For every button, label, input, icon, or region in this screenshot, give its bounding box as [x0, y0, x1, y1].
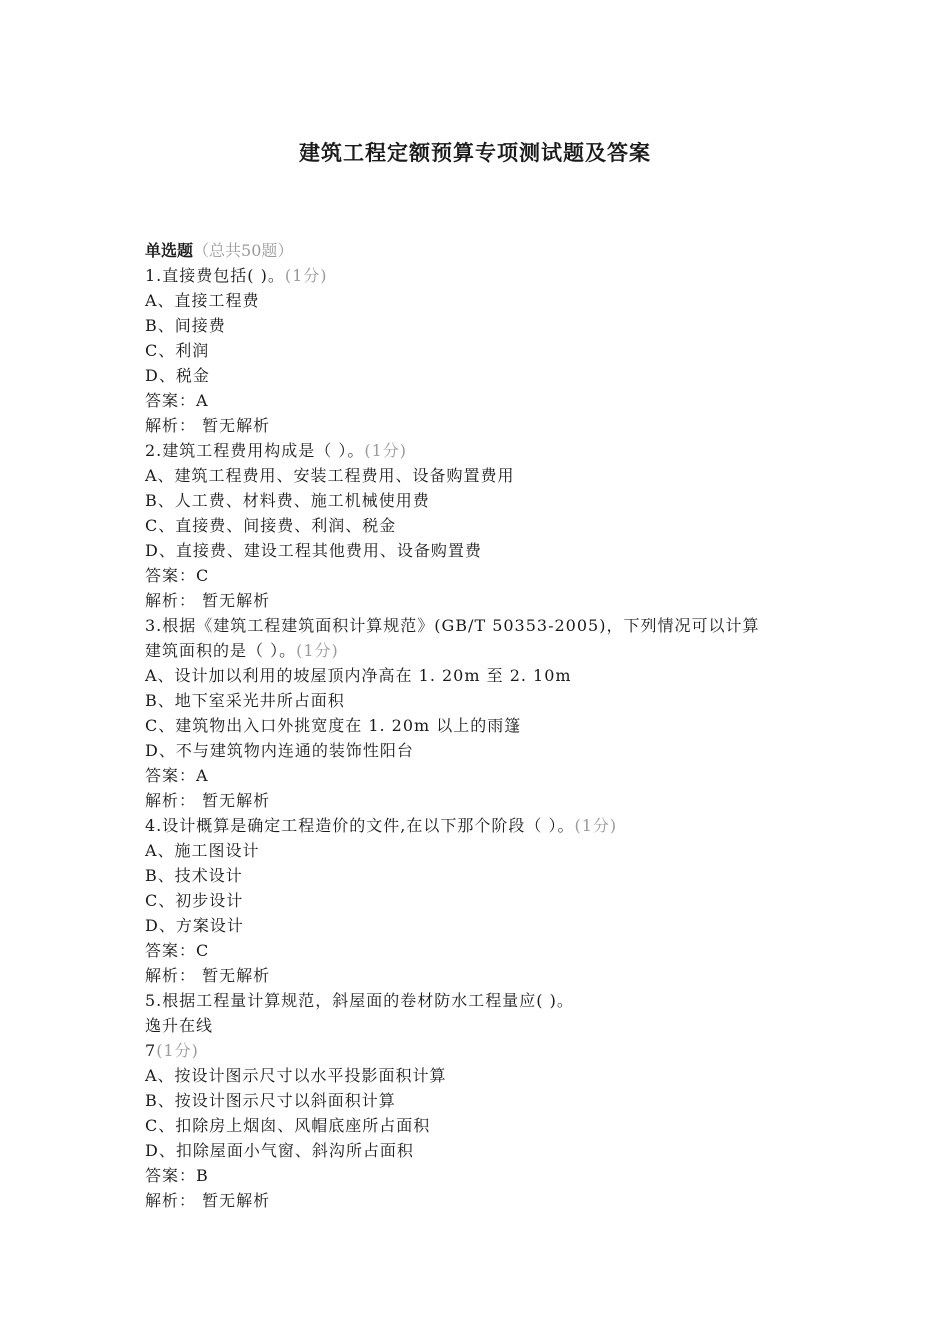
question-stem: 1.直接费包括( )。(1分)	[145, 266, 328, 285]
answer: 答案：B	[145, 1166, 209, 1185]
option-b: B、按设计图示尺寸以斜面积计算	[145, 1091, 396, 1110]
option-a: A、施工图设计	[145, 841, 260, 860]
question-stem: 2.建筑工程费用构成是（ ）。(1分)	[145, 441, 408, 460]
question-stem: 4.设计概算是确定工程造价的文件,在以下那个阶段（ ）。(1分)	[145, 816, 618, 835]
section-header	[145, 238, 815, 263]
option-d: D、税金	[145, 366, 210, 385]
analysis: 解析： 暂无解析	[145, 416, 271, 435]
document-title: 建筑工程定额预算专项测试题及答案	[299, 140, 651, 165]
option-b: B、技术设计	[145, 866, 243, 885]
analysis: 解析： 暂无解析	[145, 791, 271, 810]
question-5	[145, 988, 815, 1213]
option-c: C、扣除房上烟囱、风帽底座所占面积	[145, 1116, 431, 1135]
question-1	[145, 263, 815, 438]
answer: 答案：C	[145, 941, 210, 960]
option-c: C、直接费、间接费、利润、税金	[145, 516, 397, 535]
question-4	[145, 813, 815, 988]
analysis: 解析： 暂无解析	[145, 1191, 271, 1210]
question-score: (1分)	[284, 266, 328, 285]
question-score: (1分)	[296, 641, 339, 660]
option-a: A、直接工程费	[145, 291, 260, 310]
option-c: C、初步设计	[145, 891, 244, 910]
answer: 答案：A	[145, 766, 209, 785]
option-a: A、设计加以利用的坡屋顶内净高在 1. 20m 至 2. 10m	[145, 666, 572, 685]
analysis: 解析： 暂无解析	[145, 591, 271, 610]
watermark-text: 逸升在线	[145, 1016, 214, 1035]
answer: 答案：A	[145, 391, 209, 410]
option-d: D、方案设计	[145, 916, 244, 935]
question-3	[145, 613, 815, 813]
analysis: 解析： 暂无解析	[145, 966, 271, 985]
option-c: C、建筑物出入口外挑宽度在 1. 20m 以上的雨篷	[145, 716, 522, 735]
question-score: (1分)	[364, 441, 408, 460]
question-stem-continued: 建筑面积的是（ ）。(1分)	[145, 641, 339, 660]
question-stem-continued: 7(1分)	[145, 1041, 199, 1060]
option-d: D、扣除屋面小气窗、斜沟所占面积	[145, 1141, 414, 1160]
question-stem: 5.根据工程量计算规范，斜屋面的卷材防水工程量应( )。	[145, 991, 574, 1010]
option-c: C、利润	[145, 341, 210, 360]
question-list	[145, 238, 815, 1213]
question-stem: 3.根据《建筑工程建筑面积计算规范》(GB/T 50353-2005)，下列情况可以计算	[145, 616, 760, 635]
option-b: B、间接费	[145, 316, 226, 335]
option-b: B、地下室采光井所占面积	[145, 691, 345, 710]
option-a: A、建筑工程费用、安装工程费用、设备购置费用	[145, 466, 515, 485]
question-score: (1分)	[574, 816, 618, 835]
option-b: B、人工费、材料费、施工机械使用费	[145, 491, 430, 510]
option-a: A、按设计图示尺寸以水平投影面积计算	[145, 1066, 447, 1085]
option-d: D、不与建筑物内连通的装饰性阳台	[145, 741, 414, 760]
answer: 答案：C	[145, 566, 210, 585]
section-count: （总共50题）	[193, 241, 294, 260]
question-2	[145, 438, 815, 613]
question-score: (1分)	[156, 1041, 199, 1060]
option-d: D、直接费、建设工程其他费用、设备购置费	[145, 541, 482, 560]
section-label: 单选题	[145, 241, 194, 260]
